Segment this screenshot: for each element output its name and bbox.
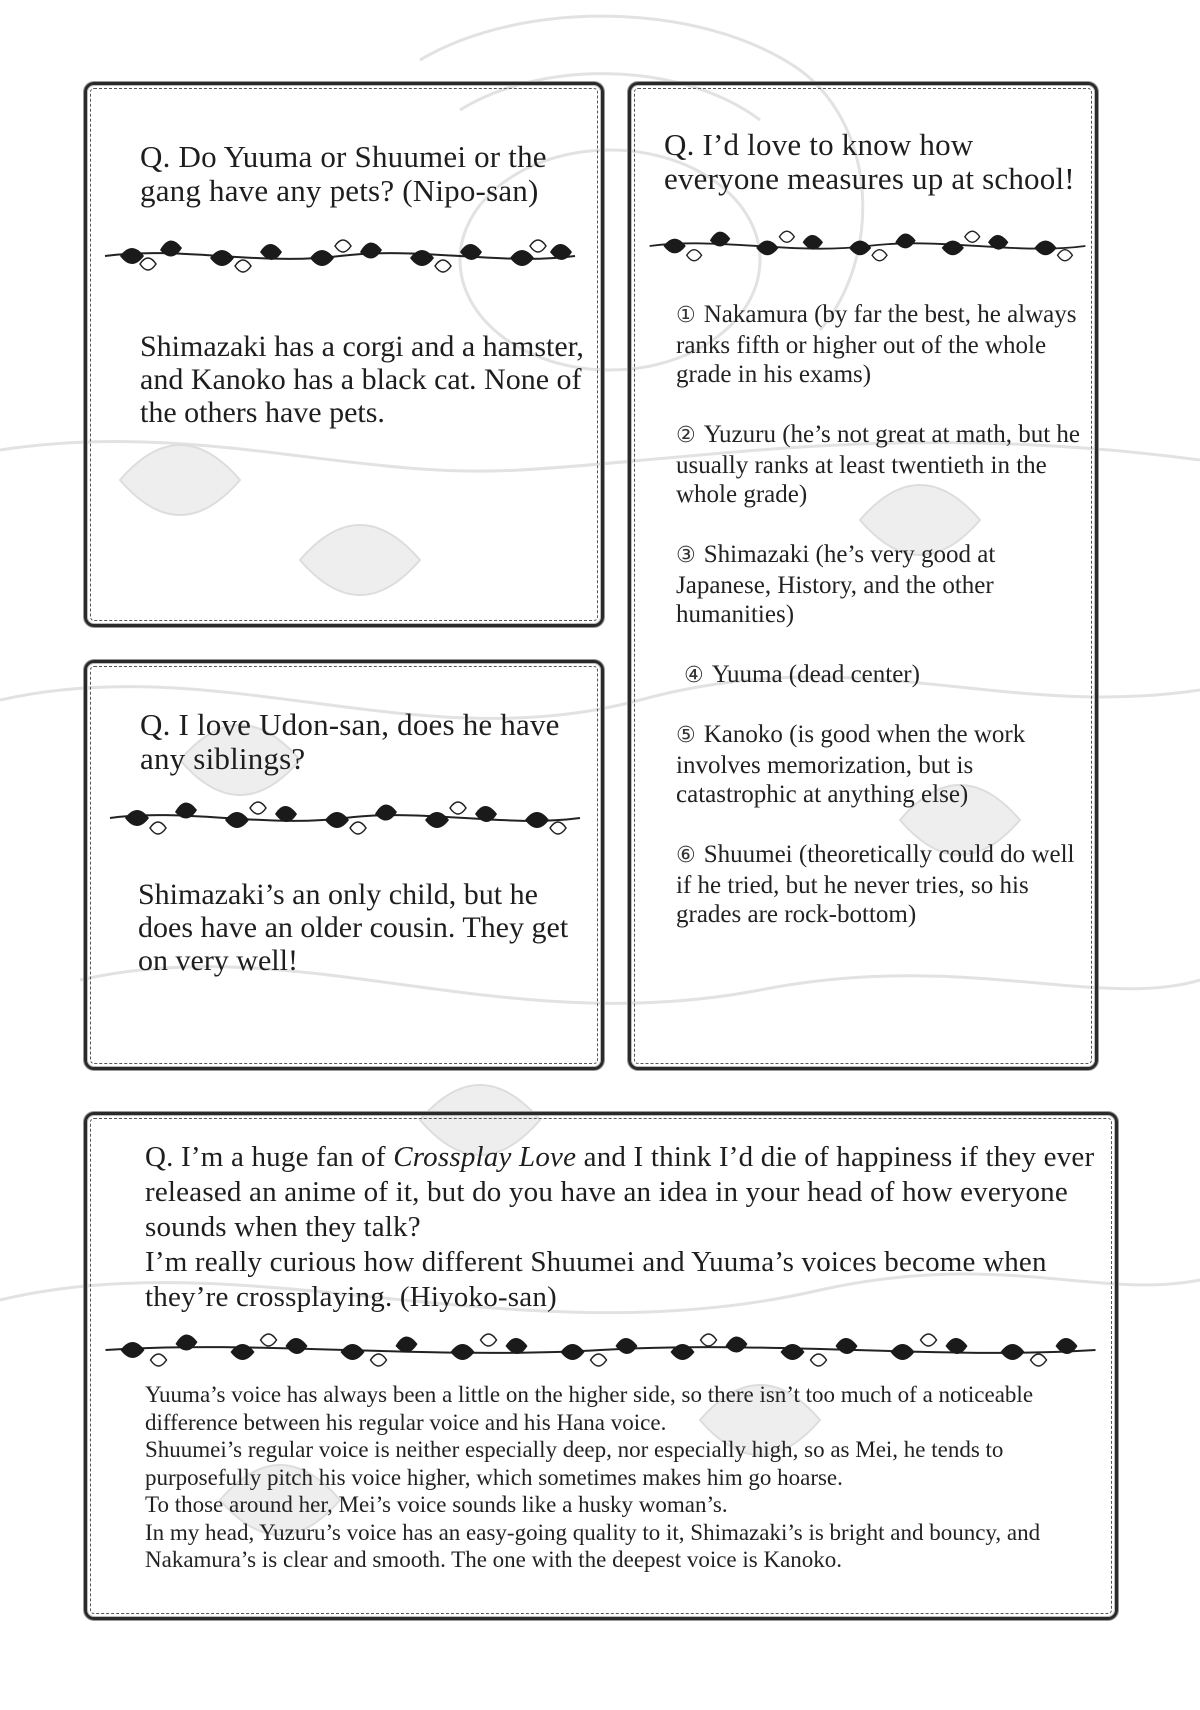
leaf-vine-divider	[100, 790, 590, 846]
leaf-vine-divider	[98, 1322, 1103, 1378]
question-school: Q. I’d love to know how everyone measures up at school!	[664, 127, 1075, 196]
leaf-vine-divider	[100, 228, 580, 284]
question-siblings: Q. I love Udon-san, does he have any siblings?	[140, 707, 560, 776]
work-title: Crossplay Love	[393, 1141, 577, 1173]
ranking-item: ① Nakamura (by far the best, he always ranks fifth or higher out of the whole grade in his exams)	[676, 301, 1077, 388]
question-voices: Q. I’m a huge fan of Crossplay Love and I think I’d die of happiness if they ever released an anime of it, but do you have an idea in your head of how everyone sounds when they talk? I’m really curious how different Shuumei and Yuuma’s voices become when they’re crossplaying. (Hiyoko-san)	[145, 1141, 1095, 1313]
answer-paragraph: To those around her, Mei’s voice sounds like a husky woman’s.	[145, 1492, 728, 1517]
answer-siblings: Shimazaki’s an only child, but he does have an older cousin. They get on very well!	[138, 878, 569, 977]
leaf-vine-divider	[645, 218, 1090, 274]
question-pets: Q. Do Yuuma or Shuumei or the gang have any pets? (Nipo-san)	[140, 139, 547, 208]
answer-voices	[145, 1381, 1095, 1574]
answer-paragraph: Shuumei’s regular voice is neither especially deep, nor especially high, so as Mei, he tends to purposefully pitch his voice higher, which sometimes makes him go hoarse.	[145, 1437, 1004, 1490]
answer-paragraph: In my head, Yuzuru’s voice has an easy-going quality to it, Shimazaki’s is bright and bouncy, and Nakamura’s is clear and smooth. The one with the deepest voice is Kanoko.	[145, 1519, 1041, 1572]
answer-paragraph: Yuuma’s voice has always been a little on the higher side, so there isn’t too much of a noticeable difference between his regular voice and his Hana voice.	[145, 1382, 1034, 1435]
ranking-item: ② Yuzuru (he’s not great at math, but he usually ranks at least twentieth in the whole grade)	[676, 421, 1081, 508]
ranking-item: ⑤ Kanoko (is good when the work involves memorization, but is catastrophic at anything else)	[676, 721, 1026, 808]
ranking-item: ③ Shimazaki (he’s very good at Japanese, History, and the other humanities)	[676, 541, 996, 628]
answer-pets: Shimazaki has a corgi and a hamster, and Kanoko has a black cat. None of the others have pets.	[140, 330, 584, 429]
ranking-item: ④ Yuuma (dead center)	[684, 661, 920, 688]
ranking-item: ⑥ Shuumei (theoretically could do well if he tried, but he never tries, so his grades are rock-bottom)	[676, 841, 1075, 928]
